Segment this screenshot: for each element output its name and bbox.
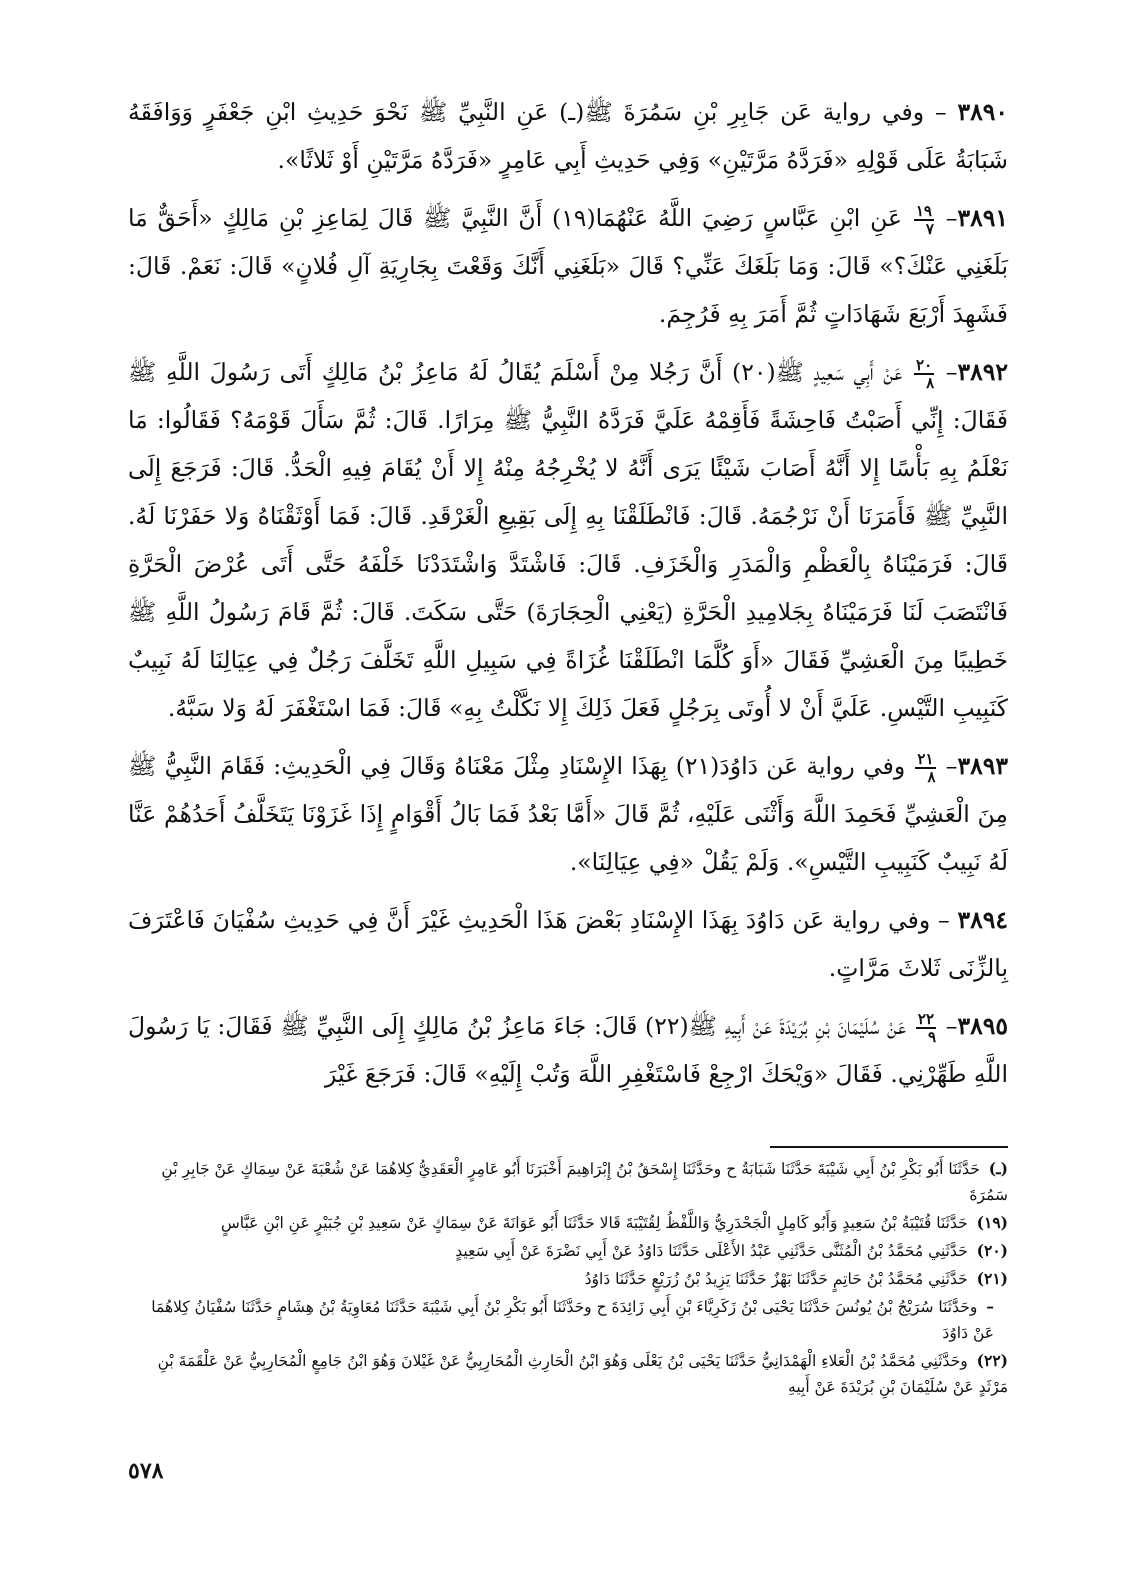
hadith-3893: ٣٨٩٣– $\frac{٢١}{٨}$ وفي رواية عَن دَاوُدَ(٢١) بِهَذَا الإِسْنَادِ مِثْلَ مَعْنَاهُ وَقَالَ فِي الْحَدِيثِ: فَقَامَ النَّبِيُّ ﷺ مِنَ الْعَشِيِّ فَحَمِدَ اللَّهَ وَأَثْنَى عَلَيْهِ، ثُمَّ قَالَ «أَمَّا بَعْدُ فَمَا بَالُ أَقْوَامٍ إِذَا غَزَوْنَا يَتَخَلَّفُ أَحَدُهُمْ عَنَّا لَهُ نَبِيبٌ كَنَبِيبِ التَّيْسِ». وَلَمْ يَقُلْ «فِي عِيَالِنَا». — [128, 749, 1008, 876]
hadith-text: – وفي رواية عَن جَابِرِ بْنِ سَمُرَةَ ﷺ(ـ) عَنِ النَّبِيِّ ﷺ نَحْوَ حَدِيثِ ابْنِ جَعْفَرٍ وَوَافَقَهُ شَبَابَةُ عَلَى قَوْلِهِ «فَرَدَّهُ مَرَّتَيْنِ» وَفِي حَدِيثِ أَبِي عَامِرٍ «فَرَدَّهُ مَرَّتَيْنِ أَوْ ثَلاثًا». — [128, 98, 1008, 174]
footnote-number: – — [986, 1297, 994, 1316]
footnote-text: حَدَّثَنَا قُتَيْبَةُ بْنُ سَعِيدٍ وَأَبُو كَامِلٍ الْجَحْدَرِيُّ وَاللَّفْظُ لِقُتَيْبَةَ قَالا حَدَّثَنَا أَبُو عَوَانَةَ عَنْ سِمَاكٍ عَنْ سَعِيدِ بْنِ جُبَيْرٍ عَنِ ابْنِ عَبَّاسٍ — [220, 1214, 968, 1232]
hadith-number: ٣٨٩١ — [957, 204, 1008, 232]
footnote — [128, 1238, 1008, 1264]
hadith-text: وفي رواية عَن دَاوُدَ(٢١) بِهَذَا الإِسْنَادِ مِثْلَ مَعْنَاهُ وَقَالَ فِي الْحَدِيثِ: فَقَامَ النَّبِيُّ ﷺ مِنَ الْعَشِيِّ فَحَمِدَ اللَّهَ وَأَثْنَى عَلَيْهِ، ثُمَّ قَالَ «أَمَّا بَعْدُ فَمَا بَالُ أَقْوَامٍ إِذَا غَزَوْنَا يَتَخَلَّفُ أَحَدُهُمْ عَنَّا لَهُ نَبِيبٌ كَنَبِيبِ التَّيْسِ». وَلَمْ يَقُلْ «فِي عِيَالِنَا». — [128, 752, 1008, 876]
hadith-text: عَنِ ابْنِ عَبَّاسٍ رَضِيَ اللَّهُ عَنْهُمَا(١٩) أَنَّ النَّبِيَّ ﷺ قَالَ لِمَاعِزِ بْنِ مَالِكٍ «أَحَقٌّ مَا بَلَغَنِي عَنْكَ؟» قَالَ: وَمَا بَلَغَكَ عَنِّي؟ قَالَ «بَلَغَنِي أَنَّكَ وَقَعْتَ بِجَارِيَةِ آلِ فُلانٍ» قَالَ: نَعَمْ. قَالَ: فَشَهِدَ أَرْبَعَ شَهَادَاتٍ ثُمَّ أَمَرَ بِهِ فَرُجِمَ. — [128, 204, 1008, 328]
hadith-text: – وفي رواية عَن دَاوُدَ بِهَذَا الإِسْنَادِ بَعْضَ هَذَا الْحَدِيثِ غَيْرَ أَنَّ فِي حَدِيثِ سُفْيَانَ فَاعْتَرَفَ بِالزِّنَى ثَلاثَ مَرَّاتٍ. — [128, 906, 1008, 982]
hadith-3894 — [128, 896, 1008, 992]
cross-reference-marker: $\frac{٢٠}{٨}$ — [916, 355, 935, 392]
footnote-number: (٢٢) — [976, 1351, 1008, 1370]
footnote — [128, 1348, 1008, 1400]
hadith-text: عَنْ أَبِي سَعِيدٍ ﷺ(٢٠) أَنَّ رَجُلا مِنْ أَسْلَمَ يُقَالُ لَهُ مَاعِزُ بْنُ مَالِكٍ أَتَى رَسُولَ اللَّهِ ﷺ فَقَالَ: إِنِّي أَصَبْتُ فَاحِشَةً فَأَقِمْهُ عَلَيَّ فَرَدَّهُ النَّبِيُّ ﷺ مِرَارًا. قَالَ: ثُمَّ سَأَلَ قَوْمَهُ؟ فَقَالُوا: مَا نَعْلَمُ بِهِ بَأْسًا إِلا أَنَّهُ أَصَابَ شَيْئًا يَرَى أَنَّهُ لا يُخْرِجُهُ مِنْهُ إِلا أَنْ يُقَامَ فِيهِ الْحَدُّ. قَالَ: فَرَجَعَ إِلَى النَّبِيِّ ﷺ فَأَمَرَنَا أَنْ نَرْجُمَهُ. قَالَ: فَانْطَلَقْنَا بِهِ إِلَى بَقِيعِ الْغَرْقَدِ. قَالَ: فَمَا أَوْثَقْنَاهُ وَلا حَفَرْنَا لَهُ. قَالَ: فَرَمَيْنَاهُ بِالْعَظْمِ وَالْمَدَرِ وَالْخَزَفِ. قَالَ: فَاشْتَدَّ وَاشْتَدَدْنَا خَلْفَهُ حَتَّى أَتَى عُرْضَ الْحَرَّةِ فَانْتَصَبَ لَنَا فَرَمَيْنَاهُ بِجَلامِيدِ الْحَرَّةِ (يَعْنِي الْحِجَارَةَ) حَتَّى سَكَتَ. قَالَ: ثُمَّ قَامَ رَسُولُ اللَّهِ ﷺ خَطِيبًا مِنَ الْعَشِيِّ فَقَالَ «أَوَ كُلَّمَا انْطَلَقْنَا غُزَاةً فِي سَبِيلِ اللَّهِ تَخَلَّفَ رَجُلٌ فِي عِيَالِنَا لَهُ نَبِيبٌ كَنَبِيبِ التَّيْسِ. عَلَيَّ أَنْ لا أُوتَى بِرَجُلٍ فَعَلَ ذَلِكَ إِلا نَكَّلْتُ بِهِ» قَالَ: فَمَا اسْتَغْفَرَ لَهُ وَلا سَبَّهُ. — [128, 358, 1008, 722]
footnote — [128, 1210, 1008, 1236]
cross-reference-marker: $\frac{٢٢}{٩}$ — [917, 1009, 937, 1046]
footnotes — [128, 1156, 1008, 1402]
footnote-divider — [770, 1146, 1008, 1148]
hadith-3890 — [128, 88, 1008, 184]
footnote-text: وحَدَّثَنِي مُحَمَّدُ بْنُ الْعَلاءِ الْهَمْدَانِيُّ حَدَّثَنَا يَحْيَى بْنُ يَعْلَى وَهُوَ ابْنُ الْحَارِثِ الْمُحَارِبِيُّ عَنْ غَيْلانَ وَهُوَ ابْنُ جَامِعٍ الْمُحَارِبِيُّ عَنْ عَلْقَمَةَ بْنِ مَرْثَدٍ عَنْ سُلَيْمَانَ بْنِ بُرَيْدَةَ عَنْ أَبِيهِ — [157, 1352, 1008, 1396]
footnote-text: حَدَّثَنِي مُحَمَّدُ بْنُ حَاتِمٍ حَدَّثَنَا بَهْزٌ حَدَّثَنَا يَزِيدُ بْنُ زُرَيْعٍ حَدَّثَنَا دَاوُدُ — [584, 1270, 968, 1288]
footnote — [128, 1266, 1008, 1292]
hadith-number: ٣٨٩٠ — [957, 98, 1008, 126]
footnote — [128, 1294, 1008, 1346]
footnote-text: وحَدَّثَنَا سُرَيْجُ بْنُ يُونُسَ حَدَّثَنَا يَحْيَى بْنُ زَكَرِيَّاءَ بْنِ أَبِي زَائِدَةَ ح وحَدَّثَنَا أَبُو بَكْرِ بْنُ أَبِي شَيْبَةَ حَدَّثَنَا مُعَاوِيَةُ بْنُ هِشَامٍ حَدَّثَنَا سُفْيَانُ كِلاهُمَا عَنْ دَاوُدَ — [151, 1298, 994, 1342]
footnote — [128, 1156, 1008, 1208]
footnote-text: حَدَّثَنِي مُحَمَّدُ بْنُ الْمُثَنَّى حَدَّثَنِي عَبْدُ الأَعْلَى حَدَّثَنَا دَاوُدُ عَنْ أَبِي نَضْرَةَ عَنْ أَبِي سَعِيدٍ — [455, 1242, 968, 1260]
hadith-number: ٣٨٩٥ — [957, 1012, 1008, 1040]
footnote-number: (٢٠) — [976, 1241, 1008, 1260]
hadith-number: ٣٨٩٣ — [957, 752, 1008, 780]
cross-reference-marker: $\frac{٢١}{٨}$ — [917, 749, 936, 786]
hadith-3891: ٣٨٩١– $\frac{١٩}{٧}$ عَنِ ابْنِ عَبَّاسٍ رَضِيَ اللَّهُ عَنْهُمَا(١٩) أَنَّ النَّبِيَّ ﷺ قَالَ لِمَاعِزِ بْنِ مَالِكٍ «أَحَقٌّ مَا بَلَغَنِي عَنْكَ؟» قَالَ: وَمَا بَلَغَكَ عَنِّي؟ قَالَ «بَلَغَنِي أَنَّكَ وَقَعْتَ بِجَارِيَةِ آلِ فُلانٍ» قَالَ: نَعَمْ. قَالَ: فَشَهِدَ أَرْبَعَ شَهَادَاتٍ ثُمَّ أَمَرَ بِهِ فَرُجِمَ. — [128, 201, 1008, 328]
hadith-number: ٣٨٩٤ — [957, 906, 1008, 934]
hadith-text: عَنْ سُلَيْمَانَ بْنِ بُرَيْدَةَ عَنْ أَبِيهِ ﷺ(٢٢) قَالَ: جَاءَ مَاعِزُ بْنُ مَالِكٍ إِلَى النَّبِيِّ ﷺ فَقَالَ: يَا رَسُولَ اللَّهِ طَهِّرْنِي. فَقَالَ «وَيْحَكَ ارْجِعْ فَاسْتَغْفِرِ اللَّهَ وَتُبْ إِلَيْهِ» قَالَ: فَرَجَعَ غَيْرَ — [128, 1012, 1008, 1088]
footnote-number: (ـ) — [988, 1159, 1008, 1178]
cross-reference-marker: $\frac{١٩}{٧}$ — [915, 201, 934, 238]
hadith-3892: ٣٨٩٢– $\frac{٢٠}{٨}$ عَنْ أَبِي سَعِيدٍ ﷺ(٢٠) أَنَّ رَجُلا مِنْ أَسْلَمَ يُقَالُ لَهُ مَاعِزُ بْنُ مَالِكٍ أَتَى رَسُولَ اللَّهِ ﷺ فَقَالَ: إِنِّي أَصَبْتُ فَاحِشَةً فَأَقِمْهُ عَلَيَّ فَرَدَّهُ النَّبِيُّ ﷺ مِرَارًا. قَالَ: ثُمَّ سَأَلَ قَوْمَهُ؟ فَقَالُوا: مَا نَعْلَمُ بِهِ بَأْسًا إِلا أَنَّهُ أَصَابَ شَيْئًا يَرَى أَنَّهُ لا يُخْرِجُهُ مِنْهُ إِلا أَنْ يُقَامَ فِيهِ الْحَدُّ. قَالَ: فَرَجَعَ إِلَى النَّبِيِّ ﷺ فَأَمَرَنَا أَنْ نَرْجُمَهُ. قَالَ: فَانْطَلَقْنَا بِهِ إِلَى بَقِيعِ الْغَرْقَدِ. قَالَ: فَمَا أَوْثَقْنَاهُ وَلا حَفَرْنَا لَهُ. قَالَ: فَرَمَيْنَاهُ بِالْعَظْمِ وَالْمَدَرِ وَالْخَزَفِ. قَالَ: فَاشْتَدَّ وَاشْتَدَدْنَا خَلْفَهُ حَتَّى أَتَى عُرْضَ الْحَرَّةِ فَانْتَصَبَ لَنَا فَرَمَيْنَاهُ بِجَلامِيدِ الْحَرَّةِ (يَعْنِي الْحِجَارَةَ) حَتَّى سَكَتَ. قَالَ: ثُمَّ قَامَ رَسُولُ اللَّهِ ﷺ خَطِيبًا مِنَ الْعَشِيِّ فَقَالَ «أَوَ كُلَّمَا انْطَلَقْنَا غُزَاةً فِي سَبِيلِ اللَّهِ تَخَلَّفَ رَجُلٌ فِي عِيَالِنَا لَهُ نَبِيبٌ كَنَبِيبِ التَّيْسِ. عَلَيَّ أَنْ لا أُوتَى بِرَجُلٍ فَعَلَ ذَلِكَ إِلا نَكَّلْتُ بِهِ» قَالَ: فَمَا اسْتَغْفَرَ لَهُ وَلا سَبَّهُ. — [128, 355, 1009, 722]
hadith-3895: ٣٨٩٥– $\frac{٢٢}{٩}$ عَنْ سُلَيْمَانَ بْنِ بُرَيْدَةَ عَنْ أَبِيهِ ﷺ(٢٢) قَالَ: جَاءَ مَاعِزُ بْنُ مَالِكٍ إِلَى النَّبِيِّ ﷺ فَقَالَ: يَا رَسُولَ اللَّهِ طَهِّرْنِي. فَقَالَ «وَيْحَكَ ارْجِعْ فَاسْتَغْفِرِ اللَّهَ وَتُبْ إِلَيْهِ» قَالَ: فَرَجَعَ غَيْرَ — [128, 1009, 1008, 1088]
footnote-text: حَدَّثَنَا أَبُو بَكْرِ بْنُ أَبِي شَيْبَةَ حَدَّثَنَا شَبَابَةُ ح وحَدَّثَنَا إِسْحَقُ بْنُ إِبْرَاهِيمَ أَخْبَرَنَا أَبُو عَامِرٍ الْعَقَدِيُّ كِلاهُمَا عَنْ شُعْبَةَ عَنْ سِمَاكٍ عَنْ جَابِرِ بْنِ سَمُرَةَ — [161, 1160, 1008, 1204]
page — [128, 88, 1008, 1528]
hadith-number: ٣٨٩٢ — [957, 358, 1009, 386]
footnote-number: (١٩) — [976, 1213, 1008, 1232]
page-number: ٥٧٨ — [128, 1458, 164, 1484]
footnote-number: (٢١) — [976, 1269, 1008, 1288]
